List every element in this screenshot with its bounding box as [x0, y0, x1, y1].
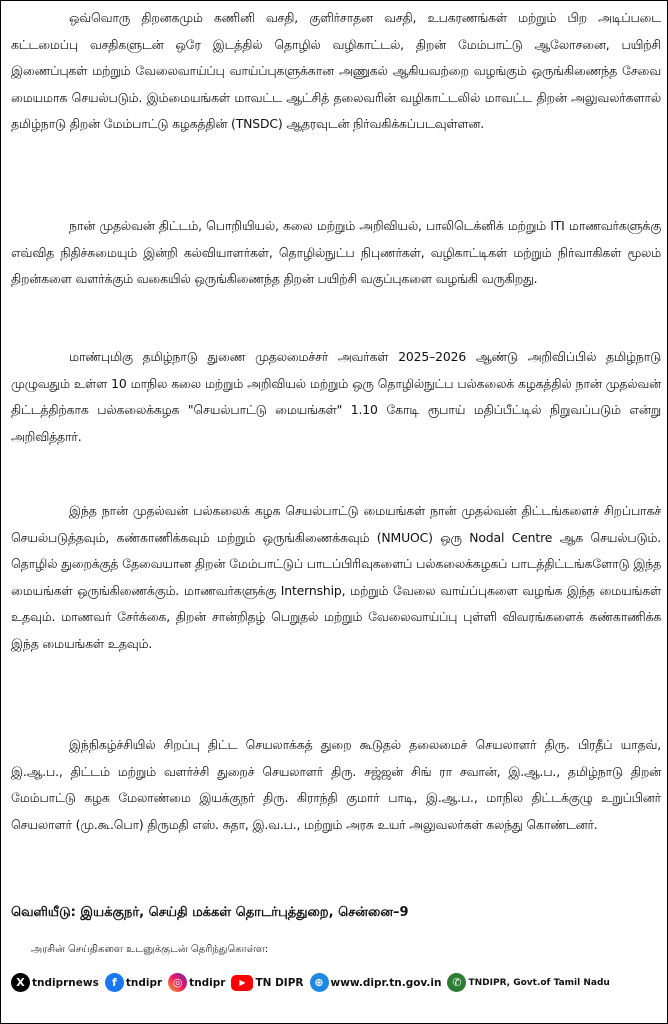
paragraph-skill-centres: ஒவ்வொரு திறனகமும் கணினி வசதி, குளிர்சாதன வசதி, உபகரணங்கள் மற்றும் பிற அடிப்படை கட்டமைப்பு வசதிகளுடன் ஒரே இடத்தில் தொழில் வழிகாட்டல், திறன் மேம்பாட்டு ஆலோசனை, பயிற்சி இணைப்புகள் மற்றும் வேலைவாய்ப்பு வாய்ப்புகளுக்கான அணுகல் ஆகியவற்றை வழங்கும் ஒருங்கிணைந்த சேவை மையமாக செயல்படும். இம்மையங்கள் மாவட்ட ஆட்சித் தலைவரின் வழிகாட்டலில் மாவட்ட திறன் அலுவலர்களால் தமிழ்நாடு திறன் மேம்பாட்டு கழகத்தின் (TNSDC) ஆதரவுடன் நிர்வகிக்கப்படவுள்ளன.: [11, 10, 661, 131]
paragraph-nmuoc: இந்த நான் முதல்வன் பல்கலைக் கழக செயல்பாட்டு மையங்கள் நான் முதல்வன் திட்டங்களைச் சிறப்பாகச் செயல்படுத்தவும், கண்காணிக்கவும் மற்றும் ஒருங்கிணைக்கவும் (NMUOC) ஒரு Nodal Centre ஆக செயல்படும். தொழில் துறைக்குத் தேவையான திறன் மேம்பாட்டுப் பாடப்பிரிவுகளைப் பல்கலைக்கழகப் பாடத்திட்டங்களோடு இந்த மையங்கள் ஒருங்கிணைக்கும். மாணவர்களுக்கு Internship, மற்றும் வேலை வாய்ப்புகளை வழங்க இந்த மையங்கள் உதவும். மாணவர் சேர்க்கை, திறன் சான்றிதழ் பெறுதல் மற்றும் வேலைவாய்ப்பு புள்ளி விவரங்களைக் கண்காணிக்க இந்த மையங்கள் உதவும்.: [11, 503, 661, 651]
social-x-handle: tndiprnews: [32, 976, 99, 989]
social-youtube[interactable]: [231, 975, 303, 991]
social-youtube-handle: TN DIPR: [255, 976, 304, 989]
social-links-bar: [11, 973, 663, 992]
instagram-icon: ◎: [168, 973, 187, 992]
social-website-url: www.dipr.tn.gov.in: [330, 976, 442, 989]
youtube-icon: ▶: [231, 975, 253, 991]
x-icon: X: [11, 973, 30, 992]
paragraph-announcement: மாண்புமிகு தமிழ்நாடு துணை முதலமைச்சர் அவர்கள் 2025–2026 ஆண்டு அறிவிப்பில் தமிழ்நாடு முழுவதும் உள்ள 10 மாநில கலை மற்றும் அறிவியல் மற்றும் ஒரு தொழில்நுட்ப பல்கலைக் கழகத்தில் நான் முதல்வன் திட்டத்திற்காக பல்கலைக்கழக "செயல்பாட்டு மையங்கள்" 1.10 கோடி ரூபாய் மதிப்பீட்டில் நிறுவப்படும் என்று அறிவித்தார்.: [11, 349, 661, 444]
social-x[interactable]: [11, 973, 99, 992]
facebook-icon: f: [105, 973, 124, 992]
paragraph-naan-mudhalvan: நான் முதல்வன் திட்டம், பொறியியல், கலை மற்றும் அறிவியல், பாலிடெக்னிக் மற்றும் ITI மாணவர்களுக்கு எவ்வித நிதிச்சுமையும் இன்றி கல்வியாளர்கள், தொழில்நுட்ப நிபுணர்கள், வழிகாட்டிகள் மற்றும் நிர்வாகிகள் மூலம் திறன்களை வளர்க்கும் வகையில் ஒருங்கிணைந்த திறன் பயிற்சி வகுப்புகளை வழங்கி வருகிறது.: [11, 218, 661, 286]
globe-icon: ⊕: [310, 973, 329, 992]
whatsapp-icon: ✆: [447, 973, 466, 992]
release-line: வெளியீடு: இயக்குநர், செய்தி மக்கள் தொடர்புத்துறை, சென்னை–9: [11, 905, 409, 920]
social-instagram[interactable]: [168, 973, 225, 992]
social-website[interactable]: [310, 973, 442, 992]
social-facebook[interactable]: [105, 973, 162, 992]
social-instagram-handle: tndipr: [189, 976, 226, 989]
social-whatsapp[interactable]: [447, 973, 609, 992]
paragraph-attendees: இந்நிகழ்ச்சியில் சிறப்பு திட்ட செயலாக்கத் துறை கூடுதல் தலைமைச் செயலாளர் திரு. பிரதீப் யாதவ், இ.ஆ.ப., திட்டம் மற்றும் வளர்ச்சி துறைச் செயலாளர் திரு. சஜ்ஜன் சிங் ரா சவான், இ.ஆ.ப., தமிழ்நாடு திறன் மேம்பாட்டு கழக மேலாண்மை இயக்குநர் திரு. கிராந்தி குமார் பாடி, இ.ஆ.ப., மாநில திட்டக்குழு உறுப்பினர் செயலாளர் (மு.கூ.பொ) திருமதி எஸ். சுதா, இ.வ.ப., மற்றும் அரசு உயர் அலுவலர்கள் கலந்து கொண்டனர்.: [11, 737, 661, 832]
social-facebook-handle: tndipr: [125, 976, 163, 989]
social-whatsapp-handle: TNDIPR, Govt.of Tamil Nadu: [468, 977, 610, 988]
follow-line: அரசின் செய்திகளை உடனுக்குடன் தெரிந்துகொள்ள:: [31, 944, 269, 955]
